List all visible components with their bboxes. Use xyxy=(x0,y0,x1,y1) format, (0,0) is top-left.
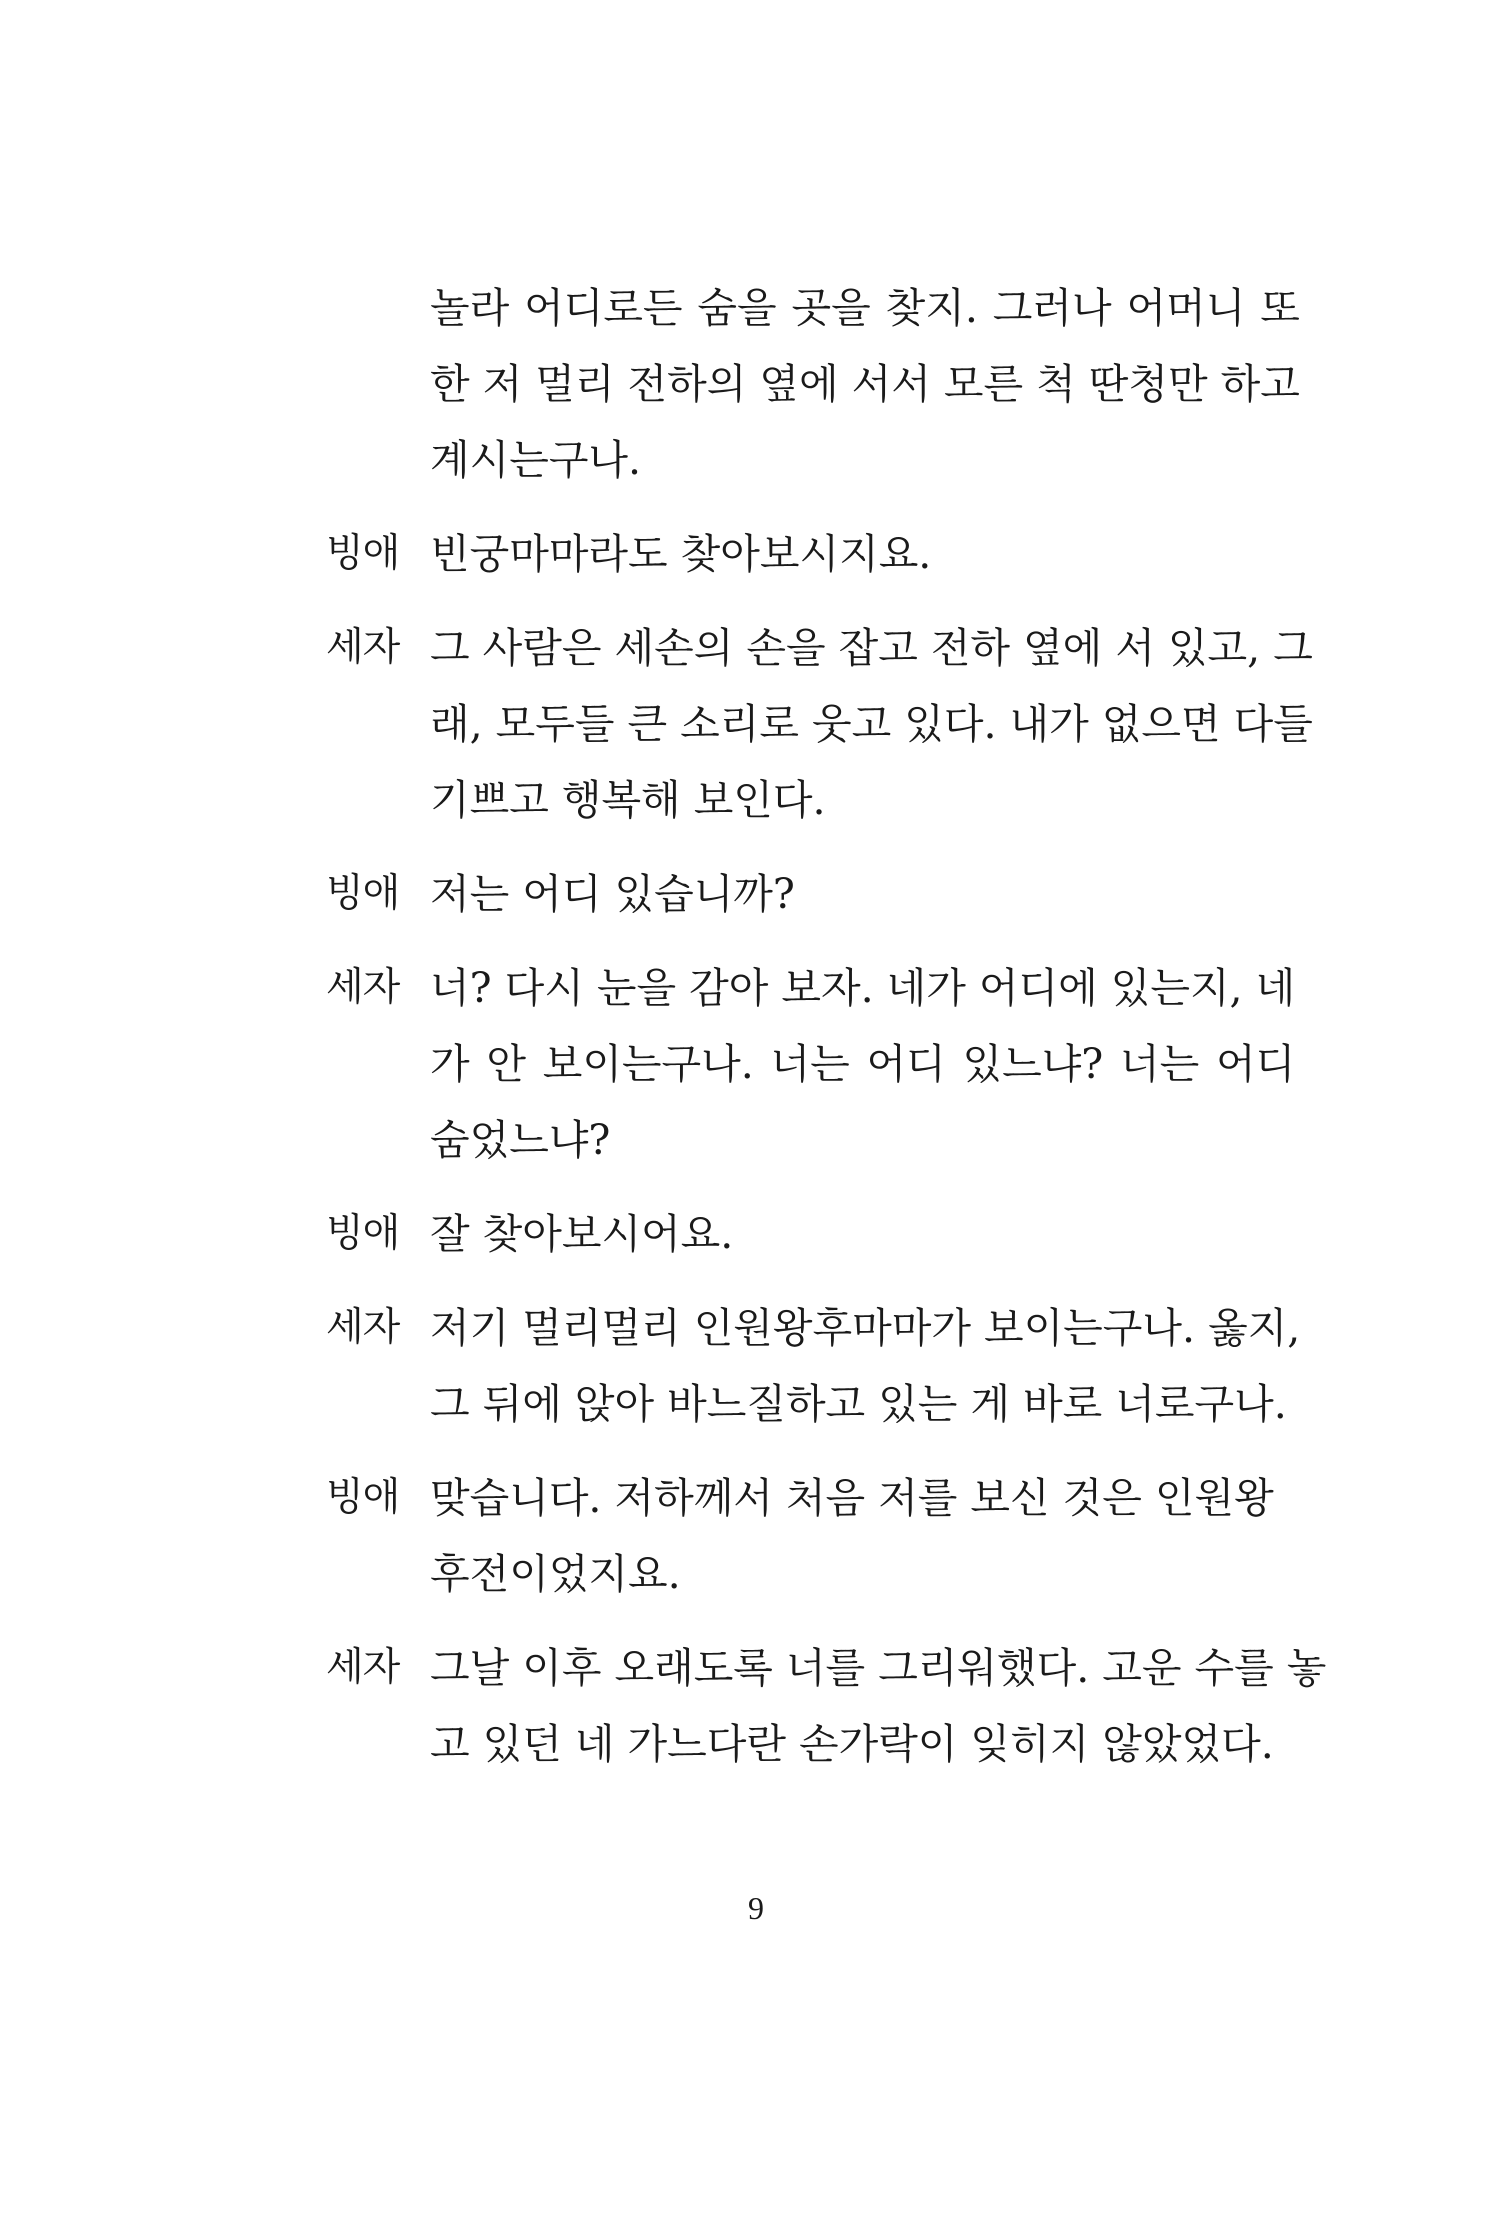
dialogue-line: 빈궁마마라도 찾아보시지요. xyxy=(430,530,932,578)
dialogue-line: 저기 멀리멀리 인원왕후마마가 보이는구나. 옳지, xyxy=(430,1304,1301,1352)
speaker-name: 세자 xyxy=(326,1305,400,1350)
dialogue-line: 맞습니다. 저하께서 처음 저를 보신 것은 인원왕 xyxy=(430,1474,1274,1522)
dialogue-entry xyxy=(326,1196,1246,1272)
dialogue-line: 저는 어디 있습니까? xyxy=(430,870,795,918)
dialogue-text xyxy=(430,270,1300,498)
script-body xyxy=(326,270,1327,1800)
speaker-name: 빙애 xyxy=(326,1475,400,1520)
dialogue-text xyxy=(430,516,1246,592)
speaker-name: 세자 xyxy=(326,1645,400,1690)
dialogue-line: 가 안 보이는구나. 너는 어디 있느냐? 너는 어디 xyxy=(430,1040,1296,1088)
dialogue-line: 너? 다시 눈을 감아 보자. 네가 어디에 있는지, 네 xyxy=(430,964,1296,1012)
dialogue-entry xyxy=(326,1460,1274,1612)
speaker-name: 빙애 xyxy=(326,1211,400,1256)
dialogue-text xyxy=(430,610,1313,838)
speaker-name: 빙애 xyxy=(326,531,400,576)
dialogue-line: 후전이었지요. xyxy=(430,1550,681,1598)
dialogue-entry xyxy=(326,1290,1301,1442)
dialogue-text xyxy=(430,856,1246,932)
dialogue-entry xyxy=(326,856,1246,932)
dialogue-line: 숨었느냐? xyxy=(430,1116,611,1164)
dialogue-line: 잘 찾아보시어요. xyxy=(430,1210,734,1258)
dialogue-line: 그 뒤에 앉아 바느질하고 있는 게 바로 너로구나. xyxy=(430,1380,1287,1428)
dialogue-text xyxy=(430,1630,1326,1782)
dialogue-entry xyxy=(326,516,1246,592)
dialogue-text xyxy=(430,1196,1246,1272)
dialogue-line: 계시는구나. xyxy=(430,436,642,484)
dialogue-entry xyxy=(326,1630,1327,1782)
dialogue-line: 기쁘고 행복해 보인다. xyxy=(430,776,826,824)
dialogue-entry xyxy=(326,270,1300,498)
dialogue-text xyxy=(430,1460,1274,1612)
speaker-name: 빙애 xyxy=(326,871,400,916)
dialogue-text xyxy=(430,950,1295,1178)
dialogue-line: 한 저 멀리 전하의 옆에 서서 모른 척 딴청만 하고 xyxy=(430,360,1300,408)
dialogue-line: 그날 이후 오래도록 너를 그리워했다. 고운 수를 놓 xyxy=(430,1644,1327,1692)
dialogue-line: 놀라 어디로든 숨을 곳을 찾지. 그러나 어머니 또 xyxy=(430,284,1300,332)
dialogue-entry xyxy=(326,950,1296,1178)
dialogue-line: 래, 모두들 큰 소리로 웃고 있다. 내가 없으면 다들 xyxy=(430,700,1313,748)
speaker-name: 세자 xyxy=(326,625,400,670)
speaker-name: 세자 xyxy=(326,965,400,1010)
dialogue-text xyxy=(430,1290,1300,1442)
dialogue-line: 고 있던 네 가느다란 손가락이 잊히지 않았었다. xyxy=(430,1720,1274,1768)
dialogue-entry xyxy=(326,610,1313,838)
page-number: 9 xyxy=(748,1890,764,1926)
dialogue-line: 그 사람은 세손의 손을 잡고 전하 옆에 서 있고, 그 xyxy=(430,624,1313,672)
